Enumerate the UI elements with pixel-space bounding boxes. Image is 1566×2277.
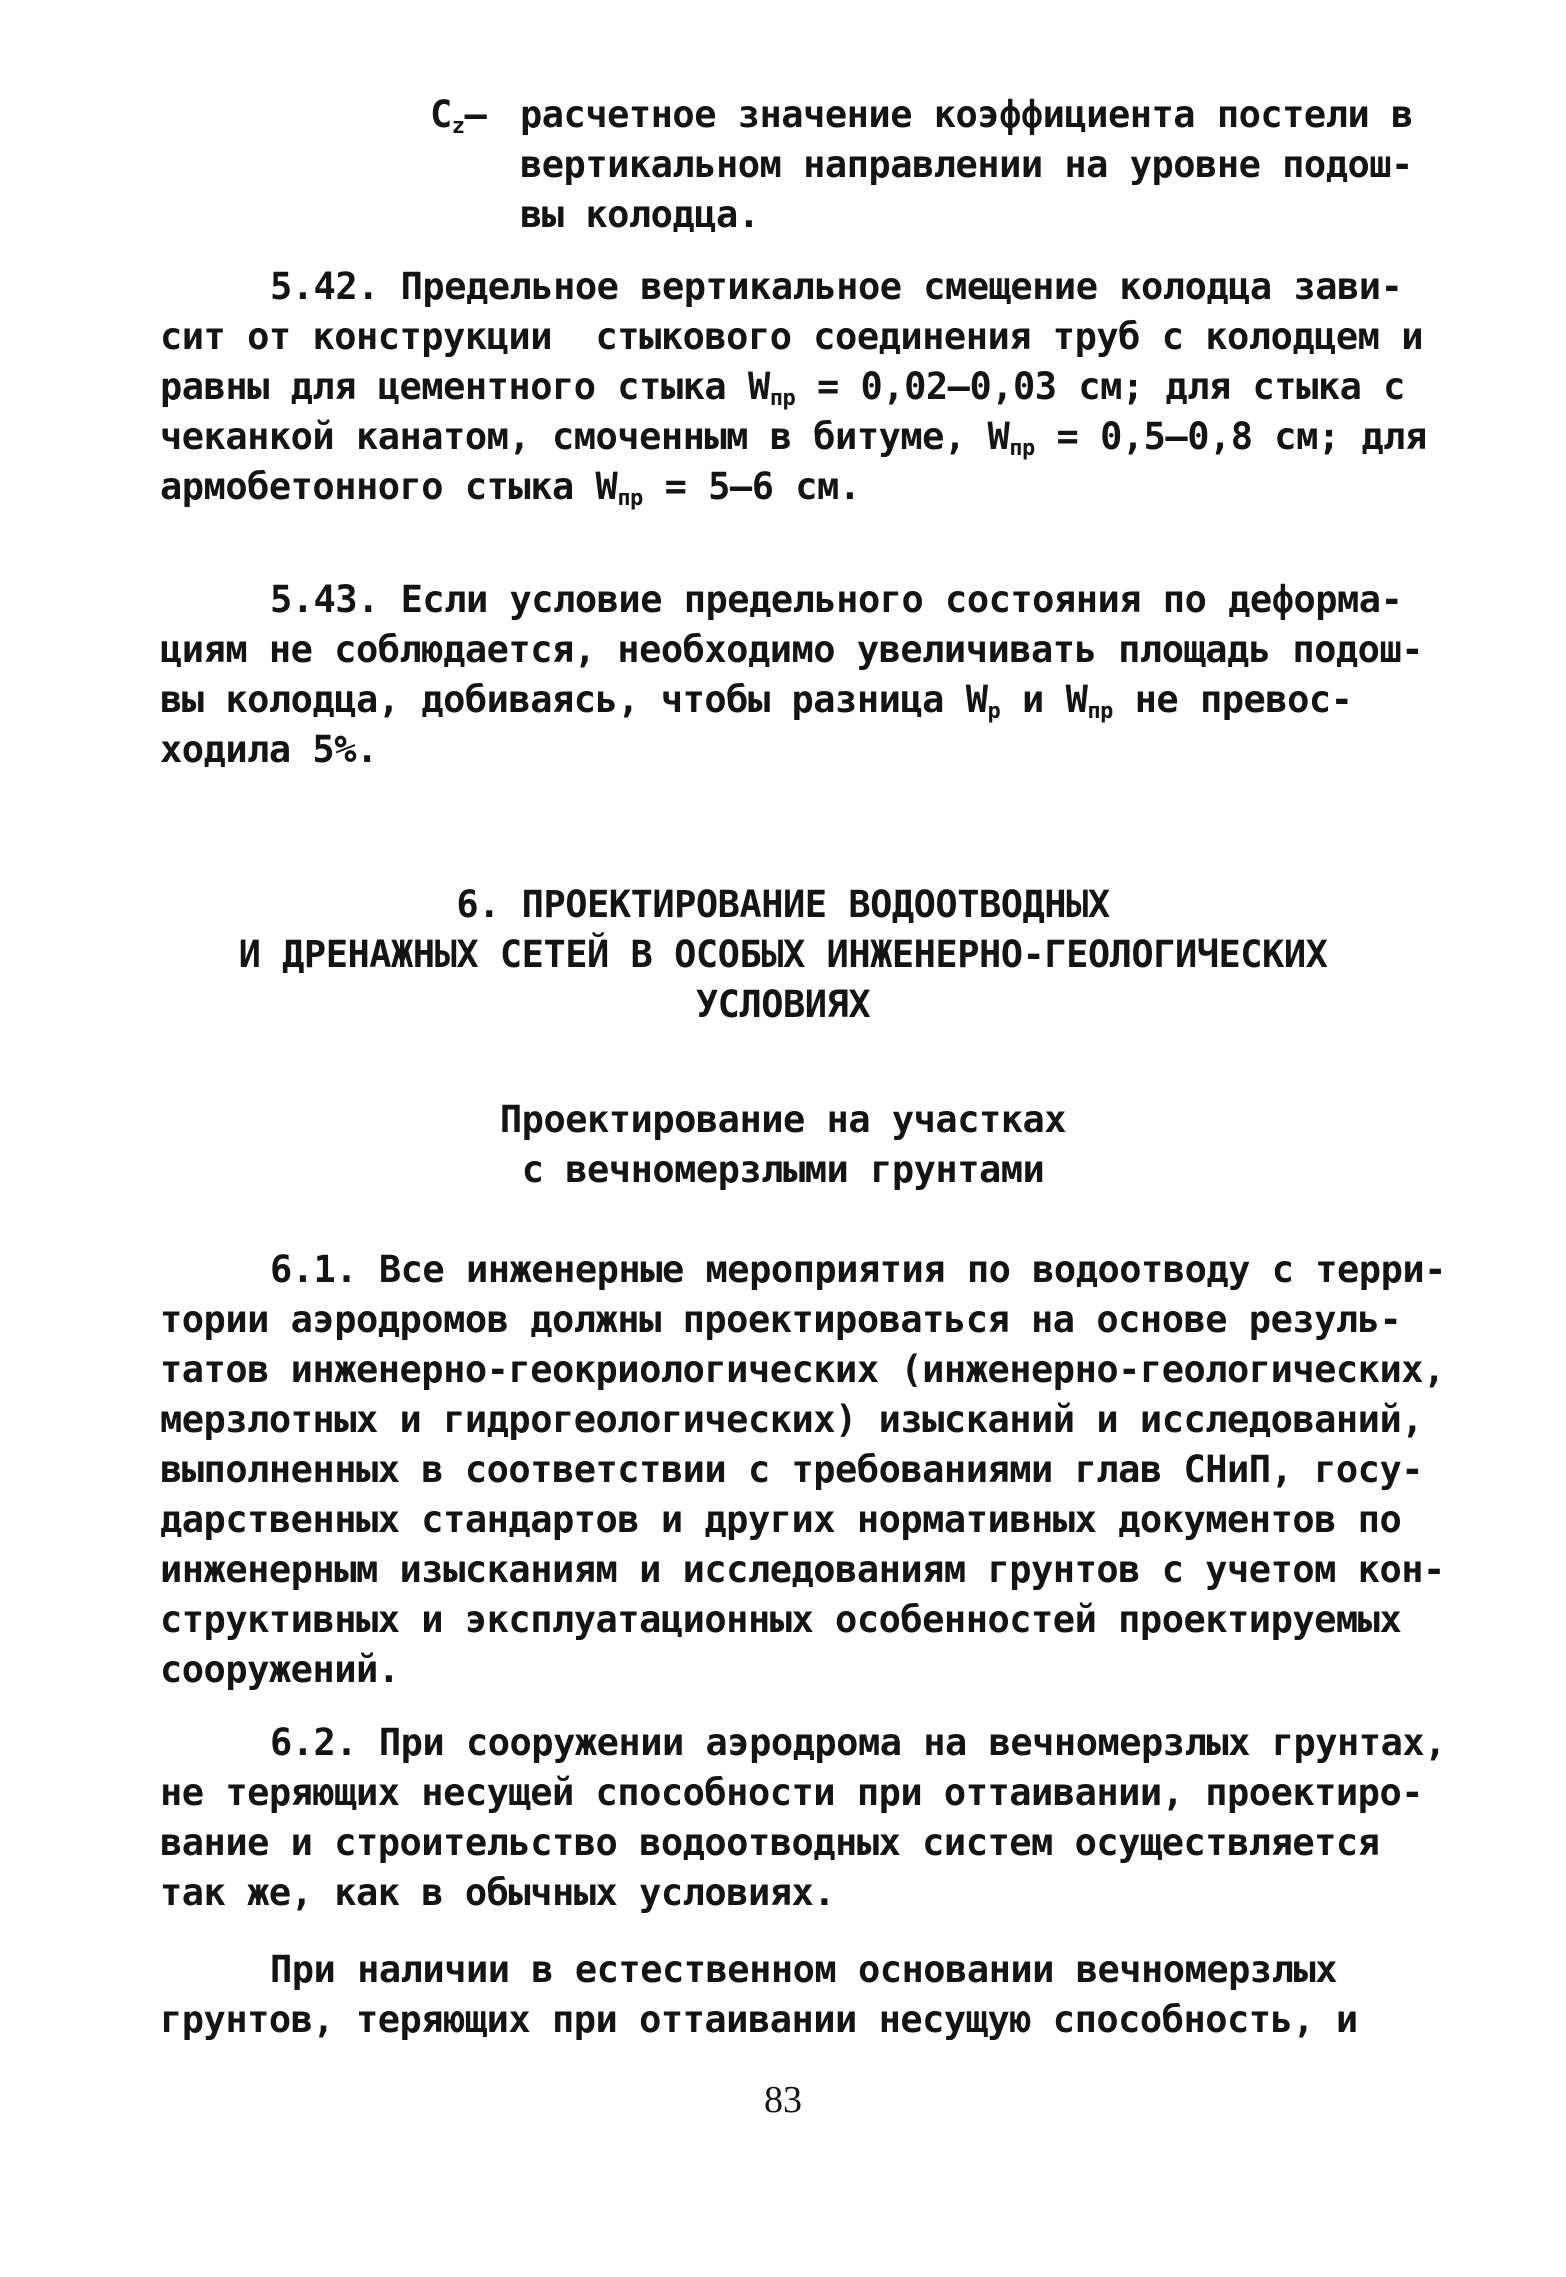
definition-symbol: $C_z-$ [430,93,487,139]
w-symbol: W [1065,678,1088,721]
p61-line-9: сооружений. [160,1648,400,1691]
p543-line-1: 5.43. Если условие предельного состояния по деформа- [270,578,1403,621]
p61-line-8: структивных и эксплуатационных особенностей проектируемых [160,1598,1402,1641]
p61-line-7: инженерным изысканиям и исследованиям грунтов с учетом кон- [160,1548,1445,1591]
p542-line-5: армобетонного стыка $W_{пр} = 5-6$ см. [160,465,861,511]
p61-line-3: татов инженерно-геокриологических (инженерно-геологических, [160,1348,1445,1391]
w-symbol: W [595,465,618,508]
w-symbol: W [747,365,770,408]
subsection-title-line-1: Проектирование на участках [499,1098,1067,1141]
p542-line-4: чеканкой канатом, смоченным в битуме, $W_{пр} = 0,5-0,8$ см; для [160,415,1427,461]
p61-line-5: выполненных в соответствии с требованиями глав СНиП, госу- [160,1448,1424,1491]
p61-line-4: мерзлотных и гидрогеологических) изысканий и исследований, [160,1398,1424,1441]
p61-line-1: 6.1. Все инженерные мероприятия по водоотводу с терри- [270,1248,1446,1291]
p62-line-4: так же, как в обычных условиях. [160,1871,836,1914]
section-title-line-2: И ДРЕНАЖНЫХ СЕТЕЙ В ОСОБЫХ ИНЖЕНЕРНО-ГЕОЛОГИЧЕСКИХ [238,933,1328,976]
section-title-line-3: УСЛОВИЯХ [695,983,871,1026]
p63-line-2: грунтов, теряющих при оттаивании несущую способность, и [160,1998,1358,2041]
w-symbol: W [987,415,1010,458]
subsection-title-line-2: с вечномерзлыми грунтами [521,1148,1045,1191]
page-number: 83 [764,2079,802,2121]
definition-line-3: вы колодца. [520,193,760,236]
p62-line-3: вание и строительство водоотводных систем осуществляется [160,1821,1380,1864]
p61-line-6: дарственных стандартов и других нормативных документов по [160,1498,1402,1541]
p542-line-2: сит от конструкции стыкового соединения труб с колодцем и [160,315,1424,358]
p62-line-1: 6.2. При сооружении аэродрома на вечномерзлых грунтах, [270,1721,1446,1764]
section-title-line-1: 6. ПРОЕКТИРОВАНИЕ ВОДООТВОДНЫХ [456,883,1110,926]
definition-line-1: расчетное значение коэффициента постели в [520,93,1413,136]
p543-line-2: циям не соблюдается, необходимо увеличивать площадь подош- [160,628,1424,671]
p543-line-4: ходила 5%. [160,728,378,771]
p543-line-3: вы колодца, добиваясь, чтобы разница $W_р$ и $W_{пр}$ не превос- [160,678,1353,724]
definition-line-2: вертикальном направлении на уровне подош- [520,143,1413,186]
p62-line-2: не теряющих несущей способности при оттаивании, проектиро- [160,1771,1424,1814]
p63-line-1: При наличии в естественном основании вечномерзлых [270,1948,1338,1991]
p61-line-2: тории аэродромов должны проектироваться на основе резуль- [160,1298,1402,1341]
p542-line-3: равны для цементного стыка $W_{пр} = 0,02-0,03$ см; для стыка с [160,365,1405,411]
p542-line-1: 5.42. Предельное вертикальное смещение колодца зави- [270,265,1403,308]
w-symbol: W [965,678,988,721]
